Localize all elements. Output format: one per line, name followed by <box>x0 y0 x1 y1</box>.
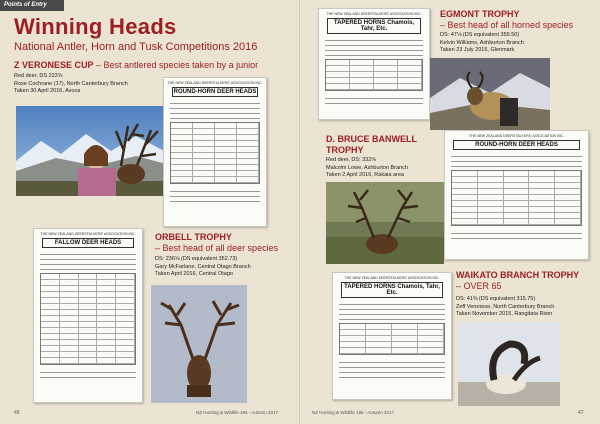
tapered-horns-score-sheet-2 <box>332 272 452 400</box>
tapered-horns-score-sheet-1 <box>318 8 430 120</box>
banwell-line-2: Malcolm Lowe, Ashburton Branch <box>326 164 408 171</box>
page-subhead: National Antler, Horn and Tusk Competitions 2016 <box>14 41 258 53</box>
waikato-photo <box>458 322 560 406</box>
banwell-title: D. BRUCE BANWELL TROPHY <box>326 134 417 155</box>
banwell-line-1: Red deer, DS: 332⅝ <box>326 157 376 163</box>
left-page-number: 46 <box>14 410 20 416</box>
banwell-photo-image <box>326 182 444 264</box>
waikato-line-3: Taken November 2015, Rangitata River <box>456 311 553 317</box>
round-horn-score-sheet <box>163 77 267 227</box>
waikato-title: WAIKATO BRANCH TROPHY <box>456 270 580 280</box>
waikato-line-2: Zeff Veronese, North Canterbury Branch <box>456 303 555 310</box>
orbell-line-3: Taken April 2016, Central Otago <box>155 271 233 277</box>
page-headline: Winning Heads <box>14 14 177 39</box>
form-title: TAPERED HORNS Chamois, Tahr, Etc. <box>341 282 443 298</box>
form-association: THE NEW ZEALAND DEERSTALKERS' ASSOCIATION INC. <box>167 81 263 85</box>
veronese-cup-heading <box>14 60 284 71</box>
veronese-caption <box>14 73 164 96</box>
banwell-caption <box>326 157 436 180</box>
section-tab: Points of Entry <box>0 0 64 11</box>
waikato-photo-image <box>458 322 560 406</box>
egmont-line-2: Kelvin Williams, Ashburton Branch <box>440 39 524 46</box>
right-page-number: 47 <box>578 410 584 416</box>
orbell-title: ORBELL TROPHY <box>155 232 232 242</box>
fallow-score-sheet <box>33 228 143 403</box>
veronese-title: Z VERONESE CUP <box>14 60 94 70</box>
orbell-photo-image <box>151 285 247 403</box>
orbell-line-1: DS: 236⅝ (DS equivalent 352.73) <box>155 256 238 262</box>
banwell-photo <box>326 182 444 264</box>
orbell-subtitle: – Best head of all deer species <box>155 243 279 253</box>
orbell-caption <box>155 256 295 279</box>
orbell-photo <box>151 285 247 403</box>
banwell-line-3: Taken 2 April 2016, Rakaia area <box>326 172 404 178</box>
waikato-subtitle: – OVER 65 <box>456 281 502 291</box>
egmont-line-3: Taken 23 July 2015, Glenmark <box>440 47 515 53</box>
egmont-photo <box>430 58 550 130</box>
egmont-trophy-heading <box>440 9 595 31</box>
form-association: THE NEW ZEALAND DEERSTALKERS' ASSOCIATION INC. <box>326 12 422 16</box>
form-association: THE NEW ZEALAND DEERSTALKERS' ASSOCIATION INC. <box>40 232 136 236</box>
orbell-trophy-heading <box>155 232 295 254</box>
waikato-line-1: DS: 41⅜ (DS equivalent 315.75) <box>456 296 536 302</box>
banwell-trophy-heading <box>326 134 436 156</box>
left-footer: NZ Hunting & Wildlife 196 - Autumn 2017 <box>196 410 279 415</box>
egmont-caption <box>440 32 595 55</box>
right-footer: NZ Hunting & Wildlife 196 - Autumn 2017 <box>312 410 395 415</box>
veronese-photo-image <box>16 106 166 196</box>
egmont-line-1: DS: 47⅛ (DS equivalent 359.50) <box>440 32 520 38</box>
waikato-trophy-heading <box>456 270 596 292</box>
form-association: THE NEW ZEALAND DEERSTALKERS' ASSOCIATION INC. <box>468 134 565 138</box>
page-gutter <box>299 0 301 424</box>
form-title: FALLOW DEER HEADS <box>42 238 134 248</box>
waikato-caption <box>456 296 596 319</box>
veronese-line-1: Red deer, DS 223⅝ <box>14 73 63 79</box>
veronese-photo <box>16 106 166 196</box>
egmont-subtitle: – Best head of all horned species <box>440 20 574 30</box>
form-title: ROUND-HORN DEER HEADS <box>173 89 257 95</box>
form-association: THE NEW ZEALAND DEERSTALKERS' ASSOCIATION INC. <box>344 276 440 280</box>
orbell-line-2: Gary McFarlane, Central Otago Branch <box>155 263 251 270</box>
veronese-line-2: Rose Cochrane (17), North Canterbury Branch <box>14 80 128 87</box>
form-title: TAPERED HORNS Chamois, Tahr, Etc. <box>327 18 421 34</box>
form-title: ROUND-HORN DEER HEADS <box>453 140 580 150</box>
veronese-line-3: Taken 30 April 2016, Avoca <box>14 88 81 94</box>
round-horn-score-sheet-2 <box>444 130 589 260</box>
egmont-photo-image <box>430 58 550 130</box>
egmont-title: EGMONT TROPHY <box>440 9 520 19</box>
veronese-subtitle: – Best antlered species taken by a junior <box>93 60 259 70</box>
